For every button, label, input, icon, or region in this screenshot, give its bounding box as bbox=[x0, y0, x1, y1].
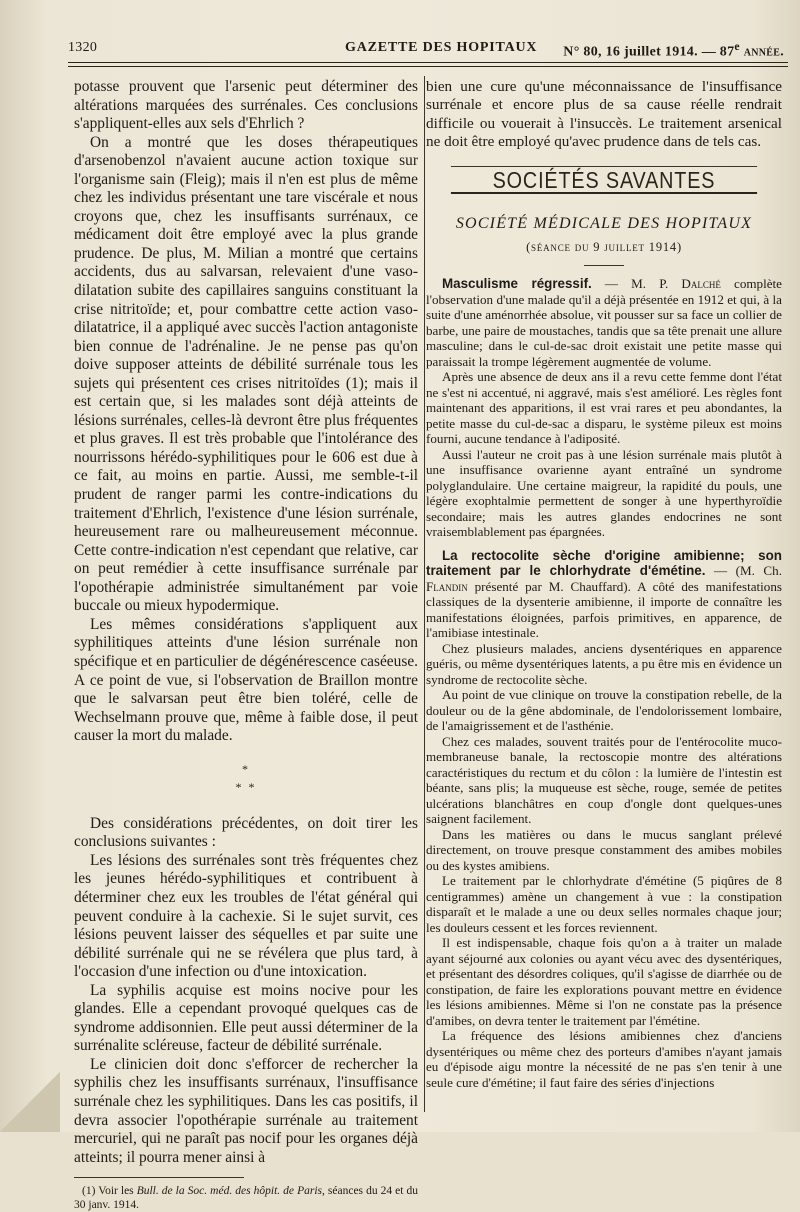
issue-info bbox=[563, 40, 784, 61]
article-2-paragraph-6: Le traitement par le chlorhydrate d'émétine (5 piqûres de 8 centigrammes) amène un changement à vue : la constipation disparaît et le malade a une ou deux selles normales chaque jour; les douleurs cessent et les forces reviennent. bbox=[426, 873, 782, 935]
article-2-author: Flandin bbox=[426, 578, 468, 594]
footnote-rule bbox=[74, 1177, 244, 1178]
left-paragraph-3: Les mêmes considérations s'appliquent aux syphilitiques atteints d'une lésion surrénale non spécifique et en particulier de dégénérescence caséeuse. A ce point de vue, si l'observation de Braillon montre que le salvarsan peut être bien toléré, celle de Wechselmann prouve que, même à faible dose, il peut causer la mort du malade. bbox=[74, 615, 418, 745]
article-2-paragraph-3: Au point de vue clinique on trouve la constipation rebelle, de la douleur ou de la gêne abdominale, de l'endolorissement lombaire, de l'amaigrissement et de l'asthénie. bbox=[426, 687, 782, 734]
left-column bbox=[74, 78, 418, 1212]
left-paragraph-4: Des considérations précédentes, on doit tirer les conclusions suivantes : bbox=[74, 814, 418, 851]
separator-stars: * * bbox=[235, 780, 257, 795]
footnote-suffix: , séances du 24 et du 30 janv. 1914. bbox=[74, 1185, 418, 1212]
issue-volume-suffix: e bbox=[734, 40, 740, 53]
header-rule-top bbox=[68, 62, 788, 63]
article-1-text: complète l'observation d'une malade qu'il a déjà présentée en 1912 et qui, à la suite d'une aménorrhée absolue, vit pousser sur sa face un collier de barbe, une paire de moustaches, tandis que sa tête prenait une allure masculine; dans le cul-de-sac droit existait une petite masse qui paraissait la trompe légèrement augmentée de volume. bbox=[426, 276, 782, 369]
issue-number-date: N° 80, 16 juillet 1914. — 87 bbox=[563, 44, 735, 60]
article-2-paragraph-4: Chez ces malades, souvent traités pour de l'entérocolite muco-membraneuse banale, la rectoscopie montre des altérations caractéristiques du rectum et du côlon : la lumière de l'intestin est béante, sans plis; la muqueuse est sèche, rouge, semée de petites ulcérations blanchâtres en coup d'ongle dont quelques-unes saignent facilement. bbox=[426, 733, 782, 827]
separator-star: * bbox=[242, 761, 250, 776]
left-paragraph-1: potasse prouvent que l'arsenic peut déterminer des altérations marquées des surrénales. Ces conclusions s'appliquent-elles aux sels d'Ehrlich ? bbox=[74, 78, 418, 133]
left-paragraph-2: On a montré que les doses thérapeutiques d'arsenobenzol n'avaient aucune action toxique sur l'organisme sain (Fleig); mais il n'en est plus de même chez les individus présentant une tare viscérale et nous croyons que, chez les insuffisants surrénaux, ce médicament doit être employé avec la plus grande prudence. De plus, M. Milian a montré que certains accidents, dus au salvarsan, relevaient d'une vaso-dilatation subite des capillaires sanguins constituant la crise nitritoïde; et, pour combattre cette action vaso-dilatatrice, il a appliqué avec succès l'action antagoniste bien connue de l'adrénaline. Je ne pense pas qu'on doive supposer atteints de débilité surrénale tous les sujets qui présentent ces crises nitritoïdes (1); mais il est certain que, si les malades sont déjà atteints de lésions surrénales, celles-là devront être plus fréquentes et plus graves. Il est très probable que l'intolérance des nourrissons hérédo-syphilitiques pour le 606 est due à ce fait, au moins en partie. Aussi, me semble-t-il prudent de ranger parmi les contre-indications du traitement d'Ehrlich, l'existence d'une lésion surrénale, heureusement rare ou malheureusement méconnue. Cette contre-indication n'est cependant que relative, car on peut remédier à cette insuffisance surrénale par l'opothérapie administrée simultanément par voie buccale ou mieux hypodermique. bbox=[74, 133, 418, 615]
right-column bbox=[426, 78, 782, 1090]
session-date: (séance du 9 juillet 1914) bbox=[526, 239, 682, 254]
article-1-author: Dalché bbox=[681, 276, 721, 292]
footnote-source: Bull. de la Soc. méd. des hôpit. de Paris bbox=[136, 1185, 322, 1198]
article-2-paragraph-5: Dans les matières ou dans le mucus sanglant prélevé directement, on trouve presque constamment des amibes mobiles ou des kystes amibiens. bbox=[426, 826, 782, 873]
article-1-first-paragraph bbox=[426, 276, 782, 369]
folded-page-corner bbox=[0, 1072, 60, 1132]
left-paragraph-6: La syphilis acquise est moins nocive pour les glandes. Elle a cependant provoqué quelques cas de syndrome addisonnien. Elle peut aussi déterminer de la surrénalite scléreuse, facteur de débilité surrénale. bbox=[74, 981, 418, 1055]
article-2-lead: — (M. Ch. bbox=[705, 563, 782, 579]
society-name: SOCIÉTÉ MÉDICALE DES HOPITAUX bbox=[455, 215, 753, 233]
article-1-title: Masculisme régressif. bbox=[442, 276, 592, 292]
header-rule-bottom bbox=[68, 66, 788, 67]
article-2-first-paragraph bbox=[426, 548, 782, 641]
section-title: SOCIÉTÉS SAVANTES bbox=[451, 166, 757, 195]
left-paragraph-7: Le clinicien doit donc s'efforcer de rechercher la syphilis chez les insuffisants surrénaux, l'insuffisance surrénale chez les syphilitiques. Dans les cas positifs, il devra associer l'opothérapie surrénale au traitement mercuriel, qui ne paraît pas nocif pour les organes déjà atteints; il pourra mener ainsi à bbox=[74, 1055, 418, 1166]
left-paragraph-5: Les lésions des surrénales sont très fréquentes chez les jeunes hérédo-syphilitiques et contribuent à déterminer chez eux les troubles de l'état général qui peuvent conduire à la cachexie. Si le sujet survit, ces lésions peuvent laisser des séquelles et par suite une débilité surrénale qui ne se révélera que plus tard, à l'occasion d'une infection ou d'une intoxication. bbox=[74, 851, 418, 981]
article-1-paragraph-3: Aussi l'auteur ne croit pas à une lésion surrénale mais plutôt à une insuffisance ovarienne ayant entraîné un syndrome polyglandulaire. Une certaine maigreur, la rapidité du pouls, une légère exophtalmie permettent de songer à une hyperthyroïdie secondaire; mais les autres glandes endocrines ne sont vraisemblablement pas épargnées. bbox=[426, 446, 782, 540]
article-2-paragraph-7: Il est indispensable, chaque fois qu'on a à traiter un malade ayant séjourné aux colonies ou ayant vécu avec des dysentériques, et présentant des désordres coliques, qu'il s'agisse de diarrhée ou de constipation, de faire les explorations pouvant mettre en évidence les lésions amibiennes. Même si l'on ne constate pas la présence d'amibes, on devra tenter le traitement par l'émétine. bbox=[426, 935, 782, 1028]
article-1-paragraph-2: Après une absence de deux ans il a revu cette femme dont l'état ne s'est ni accentué, ni aggravé, mais s'est amélioré. Les règles font maintenant des apparitions, il est vrai rares et peu abondantes, la petite masse du cul-de-sac a disparu, le système pileux est moins fourni, aucune tendance à l'adiposité. bbox=[426, 369, 782, 447]
footnote-prefix: (1) Voir les bbox=[82, 1185, 137, 1198]
article-1-lead: — M. P. bbox=[591, 276, 682, 292]
page-header bbox=[60, 36, 790, 60]
article-2-paragraph-2: Chez plusieurs malades, anciens dysentériques en apparence guéris, ou même dysentériques latents, a pu être mis en évidence un syndrome de rectocolite sèche. bbox=[426, 640, 782, 687]
journal-title: GAZETTE DES HOPITAUX bbox=[345, 40, 538, 55]
issue-year-label: année. bbox=[739, 44, 784, 60]
page-number: 1320 bbox=[68, 40, 98, 55]
subsection-rule bbox=[584, 265, 624, 266]
column-divider bbox=[424, 76, 425, 1112]
article-2-text: présenté par M. Chauffard). A côté des manifestations classiques de la dysenterie amibienne, il importe de connaître les manifestations éloignées, parfois primitives, en apparence, de l'amibiase intestinale. bbox=[426, 578, 782, 641]
section-separator bbox=[74, 760, 418, 797]
right-intro-paragraph: bien une cure qu'une méconnaissance de l'insuffisance surrénale et encore plus de sa cause réelle rendrait difficile ou vouerait à l'insuccès. Le traitement arsenical ne doit être employé qu'avec prudence dans de tels cas. bbox=[426, 78, 782, 151]
article-2-paragraph-8: La fréquence des lésions amibiennes chez d'anciens dysentériques ou même chez des porteurs d'amibes n'ayant jamais eu d'épisode aigu montre la nécessité de ne pas s'en tenir à une seule cure d'émétine; il faut faire des séries d'injections bbox=[426, 1028, 782, 1090]
footnote bbox=[74, 1184, 418, 1212]
article-2-title: La rectocolite sèche d'origine amibienne; son traitement par le chlorhydrate d'émétine. bbox=[426, 547, 782, 579]
